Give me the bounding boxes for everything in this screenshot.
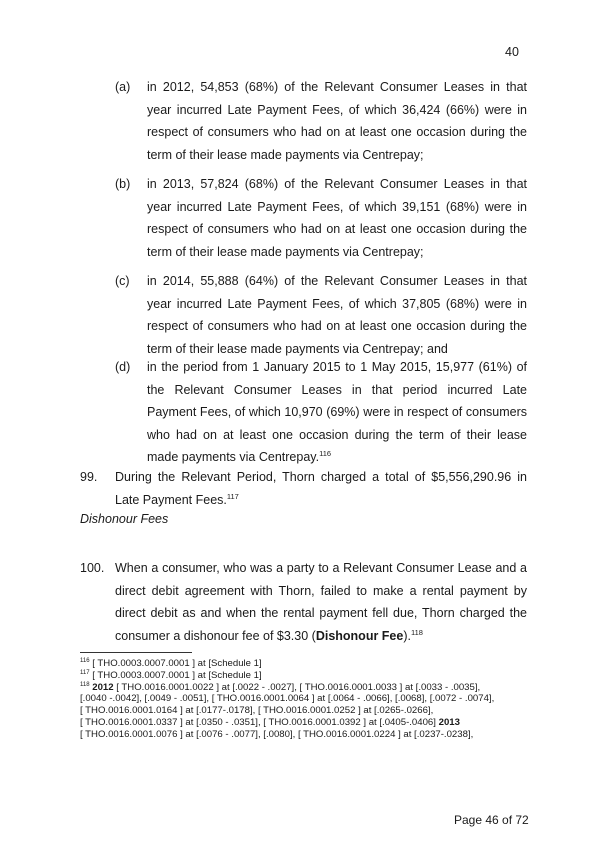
footnote-ref[interactable]: 116 [319,449,332,459]
footnote-text: [ THO.0016.0001.0337 ] at [.0350 - .0351], [ THO.0016.0001.0392 ] at [.0405-.0406] [80,716,439,728]
footnote-ref[interactable]: 117 [226,491,239,501]
defined-term: Dishonour Fee [315,628,404,643]
paragraph-text-after: ). [403,628,411,643]
paragraph-text [115,557,527,647]
footnote-116 [80,658,530,670]
paragraph-number: 99. [80,470,98,484]
sub-item-a [115,76,527,166]
sub-item-text: in 2014, 55,888 (64%) of the Relevant Consumer Leases in that year incurred Late Payment Fees, of which 37,805 (68%) were in respect of consumers who had on at least one occasion during the term of their lease made payments via Centrepay; and [147,274,527,356]
sub-item-c [115,270,527,360]
sub-item-label: (c) [115,274,130,288]
footnote-ref[interactable]: 118 [410,627,423,637]
page-footer: Page 46 of 72 [454,813,529,827]
footnote-text: [ THO.0003.0007.0001 ] at [Schedule 1] [92,669,262,681]
sub-item-b [115,173,527,263]
footnote-118-line [80,717,530,729]
paragraph-text-before: When a consumer, who was a party to a Relevant Consumer Lease and a direct debit agreement with Thorn, failed to make a rental payment by direct debit as and when the rental payment fell due, Thorn charged the consumer a dishonour fee of $3.30 ( [115,561,527,643]
footnotes [80,658,530,741]
sub-item-label: (a) [115,80,131,94]
footnote-117 [80,670,530,682]
sub-item-text [147,356,527,469]
footnote-text: [ THO.0003.0007.0001 ] at [Schedule 1] [92,658,262,669]
sub-item-text: in 2012, 54,853 (68%) of the Relevant Consumer Leases in that year incurred Late Payment Fees, of which 36,424 (66%) were in respect of consumers who had on at least one occasion during the term of their lease made payments via Centrepay; [147,80,527,162]
section-heading: Dishonour Fees [80,512,169,526]
footnote-year: 2012 [92,681,114,693]
sub-item-d [115,356,527,469]
sub-item-text: in 2013, 57,824 (68%) of the Relevant Consumer Leases in that year incurred Late Payment Fees, of which 39,151 (68%) were in respect of consumers who had on at least one occasion during the term of their lease made payments via Centrepay; [147,177,527,259]
footnote-number: 117 [80,669,90,676]
sub-item-label: (d) [115,360,131,374]
footnote-year: 2013 [438,716,460,728]
page-number: 40 [505,45,519,59]
footnote-118-line: [ THO.0016.0001.0076 ] at [.0076 - .0077], [.0080], [ THO.0016.0001.0224 ] at [.0237-.0238], [80,728,474,740]
paragraph-text-body: During the Relevant Period, Thorn charged a total of $5,556,290.96 in Late Payment Fees. [115,470,527,507]
paragraph-text [115,466,527,511]
footnote-118-line: [ THO.0016.0001.0164 ] at [.0177-.0178], [ THO.0016.0001.0252 ] at [.0265-.0266], [80,705,434,717]
paragraph-number: 100. [80,561,105,575]
paragraph-100 [80,557,527,647]
footnote-number: 116 [80,658,90,664]
sub-item-label: (b) [115,177,131,191]
footnote-divider [80,652,192,653]
footnote-text: [ THO.0016.0001.0022 ] at [.0022 - .0027], [ THO.0016.0001.0033 ] at [.0033 - .0035], [113,681,481,693]
footnote-118 [80,682,530,694]
paragraph-99 [80,466,527,511]
footnote-118-line: [.0040 -.0042], [.0049 - .0051], [ THO.0016.0001.0064 ] at [.0064 - .0066], [.0068], [.0072 - .0074], [80,693,495,705]
footnote-number: 118 [80,681,90,688]
sub-item-text-body: in the period from 1 January 2015 to 1 May 2015, 15,977 (61%) of the Relevant Consumer Leases in that period incurred Late Payment Fees, of which 10,970 (69%) were in respect of consumers who had on at least one occasion during the term of their lease made payments via Centrepay. [147,360,527,465]
